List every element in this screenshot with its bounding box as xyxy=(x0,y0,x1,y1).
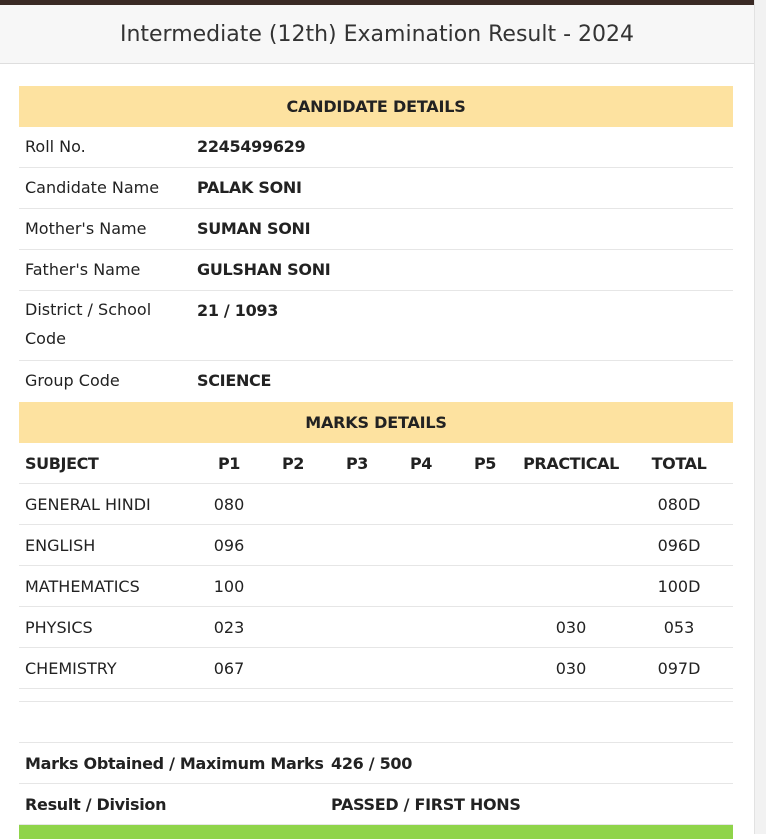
scroll-edge xyxy=(754,0,766,834)
row-value: GULSHAN SONI xyxy=(197,260,331,279)
col-header: P1 xyxy=(217,453,241,473)
row-value: SUMAN SONI xyxy=(197,219,311,238)
candidate-row-father xyxy=(19,250,733,291)
row-label: Father's Name xyxy=(25,260,141,279)
marks-details-header xyxy=(19,402,733,443)
col-header: SUBJECT xyxy=(25,453,99,473)
row-label: Group Code xyxy=(25,371,120,390)
section-gap xyxy=(19,702,733,743)
section-title: MARKS DETAILS xyxy=(305,413,447,432)
row-label: Roll No. xyxy=(25,137,86,156)
row-value: PALAK SONI xyxy=(197,178,302,197)
table-row xyxy=(19,525,733,566)
col-header: TOTAL xyxy=(651,453,707,473)
p1-cell: 023 xyxy=(213,617,245,637)
page-header xyxy=(0,5,754,64)
total-cell: 080D xyxy=(657,494,701,514)
subject-cell: PHYSICS xyxy=(25,617,93,637)
row-label: Mother's Name xyxy=(25,219,147,238)
summary-row-marks xyxy=(19,743,733,784)
table-row xyxy=(19,484,733,525)
practical-cell: 030 xyxy=(555,617,587,637)
row-value: SCIENCE xyxy=(197,371,272,390)
subject-cell: MATHEMATICS xyxy=(25,576,140,596)
p1-cell: 100 xyxy=(213,576,245,596)
candidate-row-mother xyxy=(19,209,733,250)
table-spacer xyxy=(19,689,733,702)
total-cell: 096D xyxy=(657,535,701,555)
total-cell: 053 xyxy=(663,617,695,637)
section-title: CANDIDATE DETAILS xyxy=(286,97,466,116)
candidate-row-district xyxy=(19,291,733,361)
candidate-row-group xyxy=(19,361,733,402)
marks-table-header xyxy=(19,443,733,484)
col-header: P5 xyxy=(473,453,497,473)
summary-value: PASSED / FIRST HONS xyxy=(331,794,521,814)
candidate-details-header xyxy=(19,86,733,127)
result-status-bar xyxy=(19,825,733,839)
col-header: P3 xyxy=(345,453,369,473)
col-header: P4 xyxy=(409,453,433,473)
candidate-row-name xyxy=(19,168,733,209)
p1-cell: 080 xyxy=(213,494,245,514)
result-card xyxy=(19,86,733,839)
summary-row-result xyxy=(19,784,733,825)
subject-cell: GENERAL HINDI xyxy=(25,494,151,514)
table-row xyxy=(19,566,733,607)
summary-label: Result / Division xyxy=(25,794,167,814)
candidate-row-roll xyxy=(19,127,733,168)
subject-cell: ENGLISH xyxy=(25,535,96,555)
table-row xyxy=(19,607,733,648)
table-row xyxy=(19,648,733,689)
row-value: 2245499629 xyxy=(197,137,306,156)
summary-value: 426 / 500 xyxy=(331,753,413,773)
row-label: Candidate Name xyxy=(25,178,160,197)
col-header: P2 xyxy=(281,453,305,473)
row-label: District / School Code xyxy=(25,300,152,348)
subject-cell: CHEMISTRY xyxy=(25,658,117,678)
summary-label: Marks Obtained / Maximum Marks xyxy=(25,753,324,773)
col-header: PRACTICAL xyxy=(523,453,619,473)
total-cell: 097D xyxy=(657,658,701,678)
page-title: Intermediate (12th) Examination Result - 2024 xyxy=(119,21,635,47)
row-value: 21 / 1093 xyxy=(197,301,279,320)
p1-cell: 096 xyxy=(213,535,245,555)
practical-cell: 030 xyxy=(555,658,587,678)
p1-cell: 067 xyxy=(213,658,245,678)
total-cell: 100D xyxy=(657,576,701,596)
